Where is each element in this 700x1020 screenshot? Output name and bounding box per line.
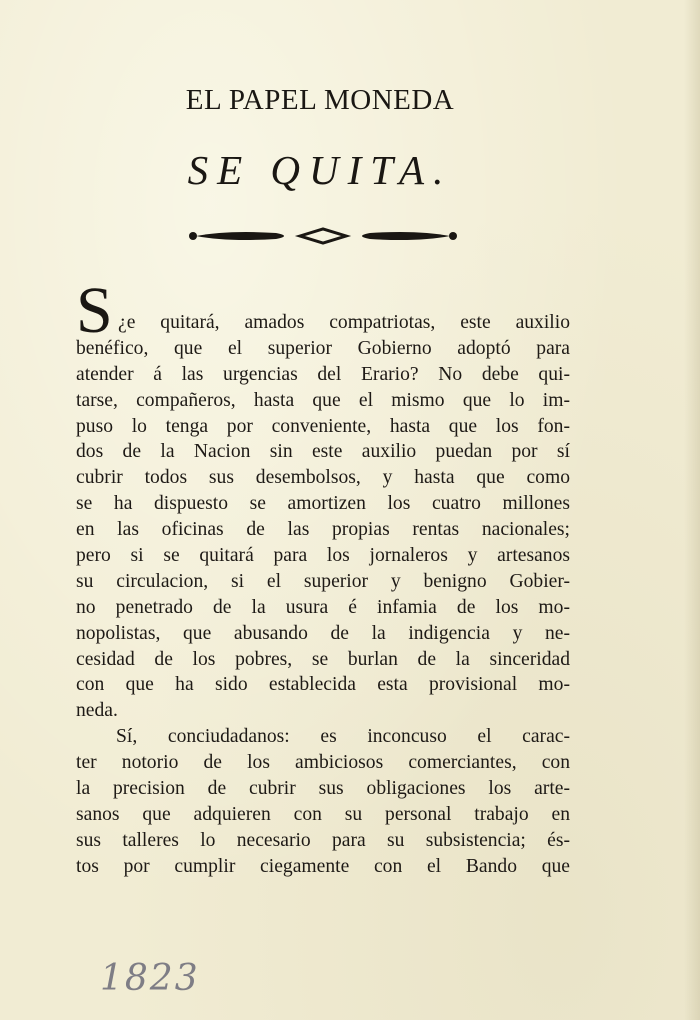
text-line: su circulacion, si el superior y benigno Gobier- [76, 570, 570, 592]
text-line: nopolistas, que abusando de la indigencia y ne- [76, 622, 570, 644]
paragraph-2 [76, 724, 570, 879]
document-title: EL PAPEL MONEDA [185, 84, 455, 116]
drop-cap: S [76, 274, 113, 347]
ornament-divider [188, 225, 458, 247]
text-line: con que ha sido establecida esta provisional mo- [76, 674, 570, 696]
text-line: sus talleres lo necesario para su subsistencia; és- [76, 829, 570, 851]
text-line: tarse, compañeros, hasta que el mismo que lo im- [76, 389, 570, 411]
text-line: puso lo tenga por conveniente, hasta que los fon- [76, 415, 570, 437]
body-text [76, 310, 570, 880]
text-line: ter notorio de los ambiciosos comerciantes, con [76, 752, 570, 774]
text-line: cesidad de los pobres, se burlan de la sinceridad [76, 648, 570, 670]
text-line: en las oficinas de las propias rentas nacionales; [76, 519, 570, 541]
text-line: atender á las urgencias del Erario? No debe qui- [76, 363, 570, 385]
text-line: dos de la Nacion sin este auxilio puedan por sí [76, 441, 570, 463]
text-line: sanos que adquieren con su personal trabajo en [76, 803, 570, 825]
text-line: neda. [76, 700, 118, 722]
paragraph-1 [76, 310, 570, 724]
handwritten-date: 1823 [100, 958, 200, 999]
text-line: tos por cumplir ciegamente con el Bando que [76, 855, 570, 877]
text-line: cubrir todos sus desembolsos, y hasta que como [76, 467, 570, 489]
text-line: no penetrado de la usura é infamia de los mo- [76, 596, 570, 618]
document-subtitle: SE QUITA. [187, 147, 453, 193]
text-line: Sí, conciudadanos: es inconcuso el carac- [116, 726, 570, 748]
text-line: ¿e quitará, amados compatriotas, este auxilio [118, 312, 570, 333]
text-line: la precision de cubrir sus obligaciones los arte- [76, 778, 570, 800]
text-line: se ha dispuesto se amortizen los cuatro millones [76, 493, 570, 515]
text-line: benéfico, que el superior Gobierno adoptó para [76, 337, 570, 359]
text-line: pero si se quitará para los jornaleros y artesanos [76, 545, 570, 567]
